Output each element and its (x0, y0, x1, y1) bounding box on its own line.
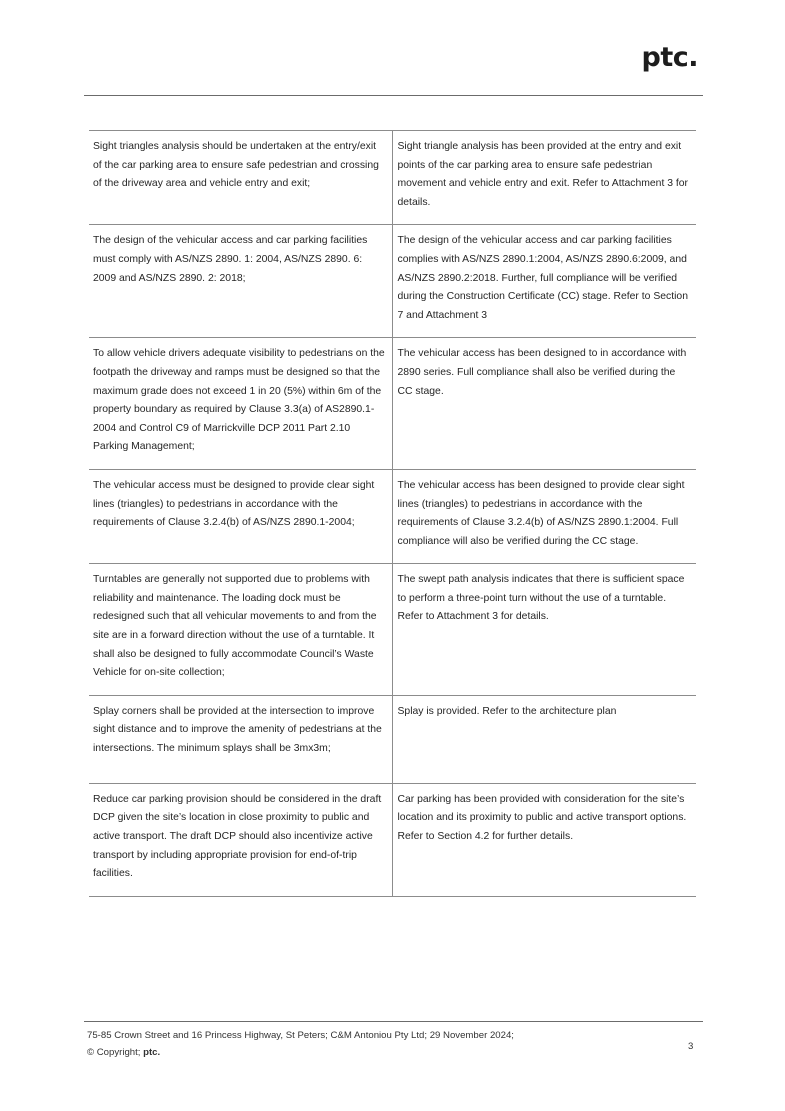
comment-response-table (89, 130, 696, 897)
council-comment: Reduce car parking provision should be considered in the draft DCP given the site’s location in close proximity to public and active transport. The draft DCP should also incentivize active transport by including appropriate provision for end-of-trip facilities. (89, 783, 392, 896)
table-row (89, 131, 696, 225)
council-comment: To allow vehicle drivers adequate visibility to pedestrians on the footpath the driveway and ramps must be designed so that the maximum grade does not exceed 1 in 20 (5%) within 6m of the property boundary as required by Clause 3.3(a) of AS2890.1-2004 and Control C9 of Marrickville DCP 2011 Part 2.10 Parking Management; (89, 338, 392, 470)
applicant-response: The swept path analysis indicates that there is sufficient space to perform a three-point turn without the use of a turntable. Refer to Attachment 3 for details. (392, 564, 696, 696)
table-row (89, 695, 696, 783)
page-number: 3 (688, 1041, 694, 1052)
footer-address: 75-85 Crown Street and 16 Princess Highway, St Peters; C&M Antoniou Pty Ltd; 29 November 2024; (87, 1030, 514, 1041)
applicant-response: Splay is provided. Refer to the architecture plan (392, 695, 696, 783)
copyright-text: © Copyright; (87, 1047, 144, 1058)
council-comment: Sight triangles analysis should be undertaken at the entry/exit of the car parking area to ensure safe pedestrian and crossing of the driveway area and vehicle entry and exit; (89, 131, 392, 225)
table-row (89, 225, 696, 338)
ptc-logo: ptc. (641, 42, 698, 73)
header-divider (84, 95, 703, 96)
table-row (89, 564, 696, 696)
council-comment: Turntables are generally not supported due to problems with reliability and maintenance. The loading dock must be redesigned such that all vehicular movements to and from the site are in a forward direction without the use of a turntable. It shall also be designed to fully accommodate Council’s Waste Vehicle for on-site collection; (89, 564, 392, 696)
table-row (89, 469, 696, 563)
applicant-response: Sight triangle analysis has been provided at the entry and exit points of the car parking area to ensure safe pedestrian movement and vehicle entry and exit. Refer to Attachment 3 for details. (392, 131, 696, 225)
footer-copyright (87, 1047, 160, 1058)
council-comment: The vehicular access must be designed to provide clear sight lines (triangles) to pedestrians in accordance with the requirements of Clause 3.2.4(b) of AS/NZS 2890.1-2004; (89, 469, 392, 563)
table-row (89, 783, 696, 896)
footer-divider (84, 1021, 703, 1022)
applicant-response: The vehicular access has been designed to in accordance with 2890 series. Full compliance shall also be verified during the CC stage. (392, 338, 696, 470)
applicant-response: The vehicular access has been designed to provide clear sight lines (triangles) to pedestrians in accordance with the requirements of Clause 3.2.4(b) of AS/NZS 2890.1:2004. Full compliance will also be verified during the CC stage. (392, 469, 696, 563)
table-row (89, 338, 696, 470)
applicant-response: The design of the vehicular access and car parking facilities complies with AS/NZS 2890.1:2004, AS/NZS 2890.6:2009, and AS/NZS 2890.2:2018. Further, full compliance will be verified during the Construction Certificate (CC) stage. Refer to Section 7 and Attachment 3 (392, 225, 696, 338)
footer-brand: ptc. (143, 1047, 161, 1058)
applicant-response: Car parking has been provided with consideration for the site’s location and its proximity to public and active transport options. Refer to Section 4.2 for further details. (392, 783, 696, 896)
council-comment: Splay corners shall be provided at the intersection to improve sight distance and to improve the amenity of pedestrians at the intersections. The minimum splays shall be 3mx3m; (89, 695, 392, 783)
council-comment: The design of the vehicular access and car parking facilities must comply with AS/NZS 2890. 1: 2004, AS/NZS 2890. 6: 2009 and AS/NZS 2890. 2: 2018; (89, 225, 392, 338)
